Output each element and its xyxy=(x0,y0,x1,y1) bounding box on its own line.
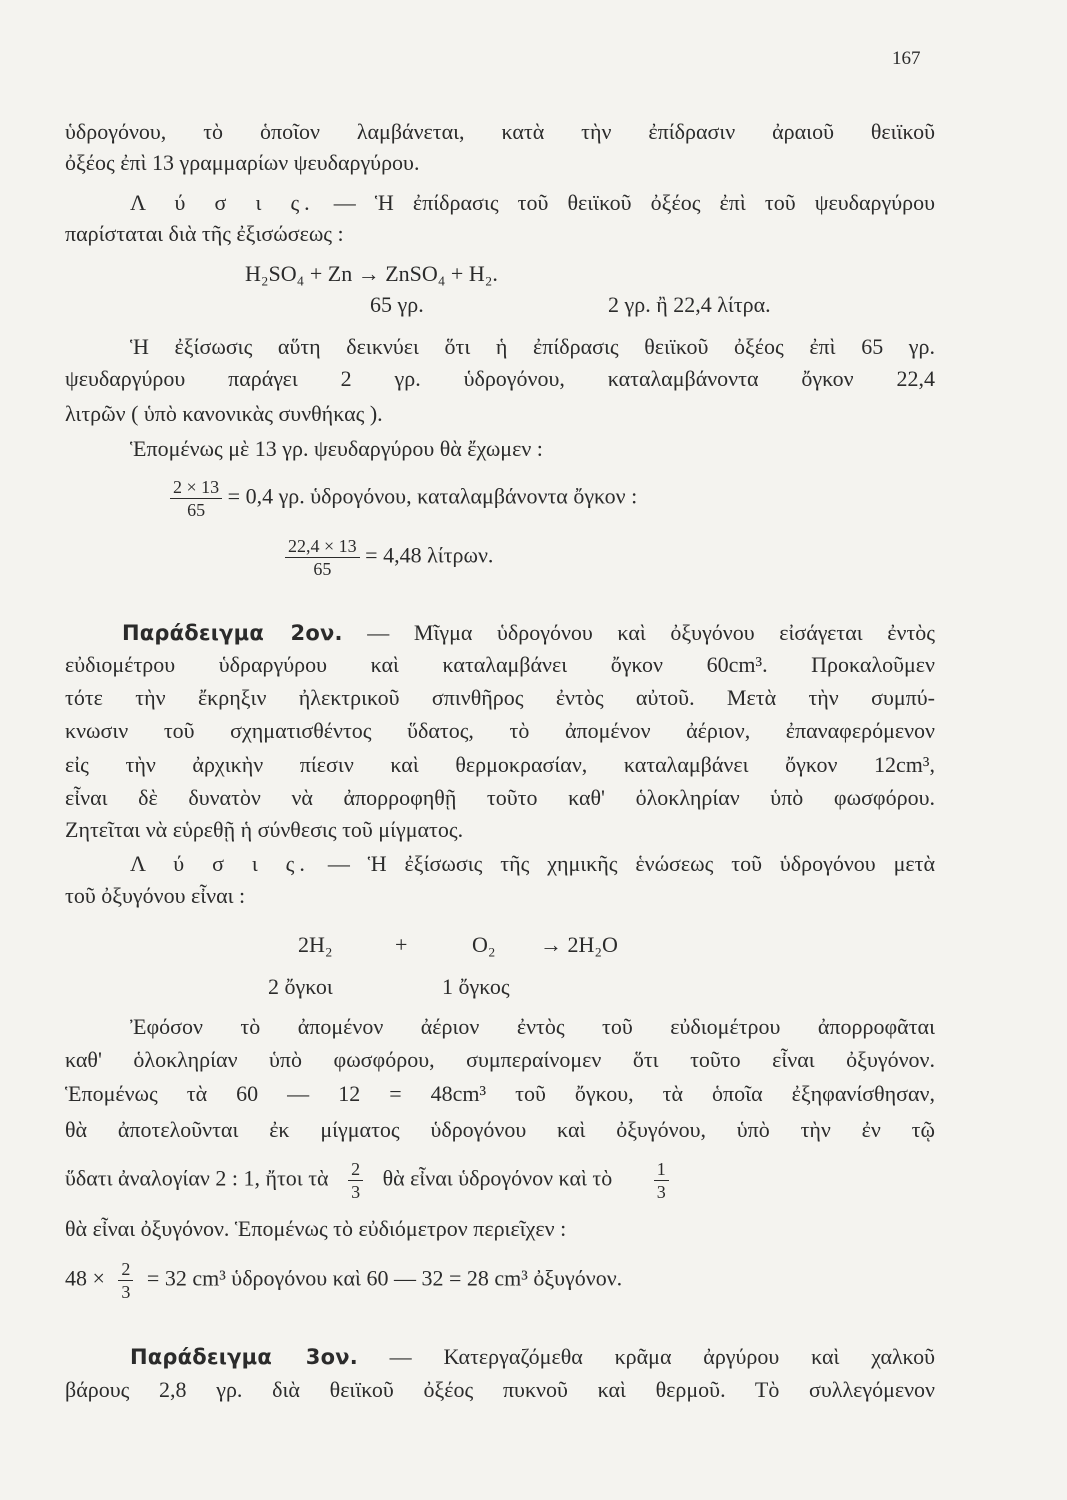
solution-text: — Ἡ ἐπίδρασις τοῦ θειϊκοῦ ὀξέος ἐπὶ τοῦ ψευδαργύρου xyxy=(314,190,936,215)
fraction-denominator: 3 xyxy=(656,1182,666,1202)
text-line: θὰ ἀποτελοῦνται ἐκ μίγματος ὑδρογόνου καὶ ὀξυγόνου, ὑπὸ τὴν ἐν τῷ xyxy=(65,1117,935,1142)
text-line: καθ' ὁλοκληρίαν ὑπὸ φωσφόρου, συμπεραίνομεν ὅτι τοῦτο εἶναι ὀξυγόνον. xyxy=(65,1047,935,1072)
text-line: Ζητεῖται νὰ εὑρεθῇ ἡ σύνθεσις τοῦ μίγματος. xyxy=(65,817,464,842)
example-2-title: Παράδειγμα 2ον. xyxy=(122,621,343,645)
fraction-numerator: 2 xyxy=(118,1258,133,1281)
equation-zinc: H₂SO₄ + Zn → ZnSO₄ + H₂. xyxy=(245,261,498,286)
solution-text: — Ἡ ἐξίσωσις τῆς χημικῆς ἑνώσεως τοῦ ὑδρογόνου μετὰ xyxy=(309,851,936,876)
fraction-numerator: 1 xyxy=(654,1158,669,1181)
text-line xyxy=(130,1342,935,1372)
solution-label: Λ ύ σ ι ς. xyxy=(130,190,315,215)
text-segment: θὰ εἶναι ὑδρογόνον καὶ τὸ xyxy=(382,1165,613,1191)
fraction-numerator: 2 xyxy=(348,1158,363,1181)
text-line: Ἡ ἐξίσωσις αὕτη δεικνύει ὅτι ἡ ἐπίδρασις θειϊκοῦ ὀξέος ἐπὶ 65 γρ. xyxy=(130,334,935,359)
example-3-intro: — Κατεργαζόμεθα κρᾶμα ἀργύρου καὶ χαλκοῦ xyxy=(357,1344,935,1369)
text-line: κνωσιν τοῦ σχηματισθέντος ὕδατος, τὸ ἀπομένον ἀέριον, ἐπαναφερόμενον xyxy=(65,718,935,743)
text-line: εἶναι δὲ δυνατὸν νὰ ἀπορροφηθῇ τοῦτο καθ' ὁλοκληρίαν ὑπὸ φωσφόρου. xyxy=(65,785,935,810)
fraction xyxy=(654,1158,669,1203)
text-line: Ἐφόσον τὸ ἀπομένον ἀέριον ἐντὸς τοῦ εὐδιομέτρου ἀπορροφᾶται xyxy=(130,1014,935,1039)
text-line: Ἑπομένως τὰ 60 — 12 = 48cm³ τοῦ ὄγκου, τὰ ὁποῖα ἐξηφανίσθησαν, xyxy=(65,1081,935,1106)
fraction xyxy=(285,535,360,580)
text-line: εὐδιομέτρου ὑδραργύρου καὶ καταλαμβάνει ὄγκον 60cm³. Προκαλοῦμεν xyxy=(65,652,935,677)
equation-water-plus: + xyxy=(395,932,408,957)
fraction-result: = 0,4 γρ. ὑδρογόνου, καταλαμβάνοντα ὄγκον : xyxy=(227,483,638,509)
text-line xyxy=(130,849,935,879)
example-2-intro: — Μῖγμα ὑδρογόνου καὶ ὀξυγόνου εἰσάγεται ἐντὸς xyxy=(342,620,935,645)
text-line: ὀξέος ἐπὶ 13 γραμμαρίων ψευδαργύρου. xyxy=(65,150,420,175)
page-number: 167 xyxy=(892,48,921,69)
equation-water-reactant-1: 2H₂ xyxy=(298,932,333,957)
solution-label: Λ ύ σ ι ς. xyxy=(130,851,310,876)
fraction-line-1 xyxy=(170,476,637,521)
text-segment: ὕδατι ἀναλογίαν 2 : 1, ἤτοι τὰ xyxy=(65,1165,329,1191)
fraction-denominator: 65 xyxy=(187,500,206,520)
equation-under-label: 2 ὄγκοι xyxy=(268,974,333,999)
equation-water-reactant-2: O₂ xyxy=(472,932,496,957)
text-line: ὑδρογόνου, τὸ ὁποῖον λαμβάνεται, κατὰ τὴν ἐπίδρασιν ἀραιοῦ θειϊκοῦ xyxy=(65,119,935,144)
text-segment: = 32 cm³ ὑδρογόνου καὶ 60 — 32 = 28 cm³ ὀξυγόνον. xyxy=(146,1265,623,1291)
text-line xyxy=(65,1258,935,1303)
text-line: παρίσταται διὰ τῆς ἐξισώσεως : xyxy=(65,221,344,246)
fraction xyxy=(170,476,222,521)
fraction xyxy=(118,1258,133,1303)
fraction-numerator: 2 × 13 xyxy=(170,476,222,499)
fraction xyxy=(348,1158,363,1203)
equation-under-label: 1 ὄγκος xyxy=(442,974,510,999)
fraction-numerator: 22,4 × 13 xyxy=(285,535,360,558)
text-line xyxy=(65,1158,935,1203)
text-line xyxy=(130,188,935,218)
text-line: ψευδαργύρου παράγει 2 γρ. ὑδρογόνου, καταλαμβάνοντα ὄγκον 22,4 xyxy=(65,366,935,391)
example-3-title: Παράδειγμα 3ον. xyxy=(130,1345,358,1369)
text-line: εἰς τὴν ἀρχικὴν πίεσιν καὶ θερμοκρασίαν, καταλαμβάνει ὄγκον 12cm³, xyxy=(65,752,935,777)
equation-under-label: 65 γρ. xyxy=(370,292,424,317)
text-line: λιτρῶν ( ὑπὸ κανονικὰς συνθήκας ). xyxy=(65,401,383,426)
text-line: βάρους 2,8 γρ. διὰ θειϊκοῦ ὀξέος πυκνοῦ καὶ θερμοῦ. Τὸ συλλεγόμενον xyxy=(65,1377,935,1402)
text-line: τοῦ ὀξυγόνου εἶναι : xyxy=(65,883,246,908)
text-line: Ἑπομένως μὲ 13 γρ. ψευδαργύρου θὰ ἔχωμεν : xyxy=(130,436,543,461)
text-line xyxy=(122,618,935,648)
fraction-line-2 xyxy=(285,535,493,580)
fraction-denominator: 3 xyxy=(121,1282,131,1302)
text-line: θὰ εἶναι ὀξυγόνον. Ἑπομένως τὸ εὐδιόμετρον περιεῖχεν : xyxy=(65,1216,567,1241)
fraction-result: = 4,48 λίτρων. xyxy=(365,542,494,568)
fraction-denominator: 3 xyxy=(351,1182,361,1202)
equation-water-product: → 2H₂O xyxy=(540,932,618,957)
text-line: τότε τὴν ἔκρηξιν ἠλεκτρικοῦ σπινθῆρος ἐντὸς αὐτοῦ. Μετὰ τὴν συμπύ- xyxy=(65,685,935,710)
text-segment: 48 × xyxy=(65,1265,105,1291)
equation-under-label: 2 γρ. ἢ 22,4 λίτρα. xyxy=(608,292,771,317)
fraction-denominator: 65 xyxy=(313,559,332,579)
